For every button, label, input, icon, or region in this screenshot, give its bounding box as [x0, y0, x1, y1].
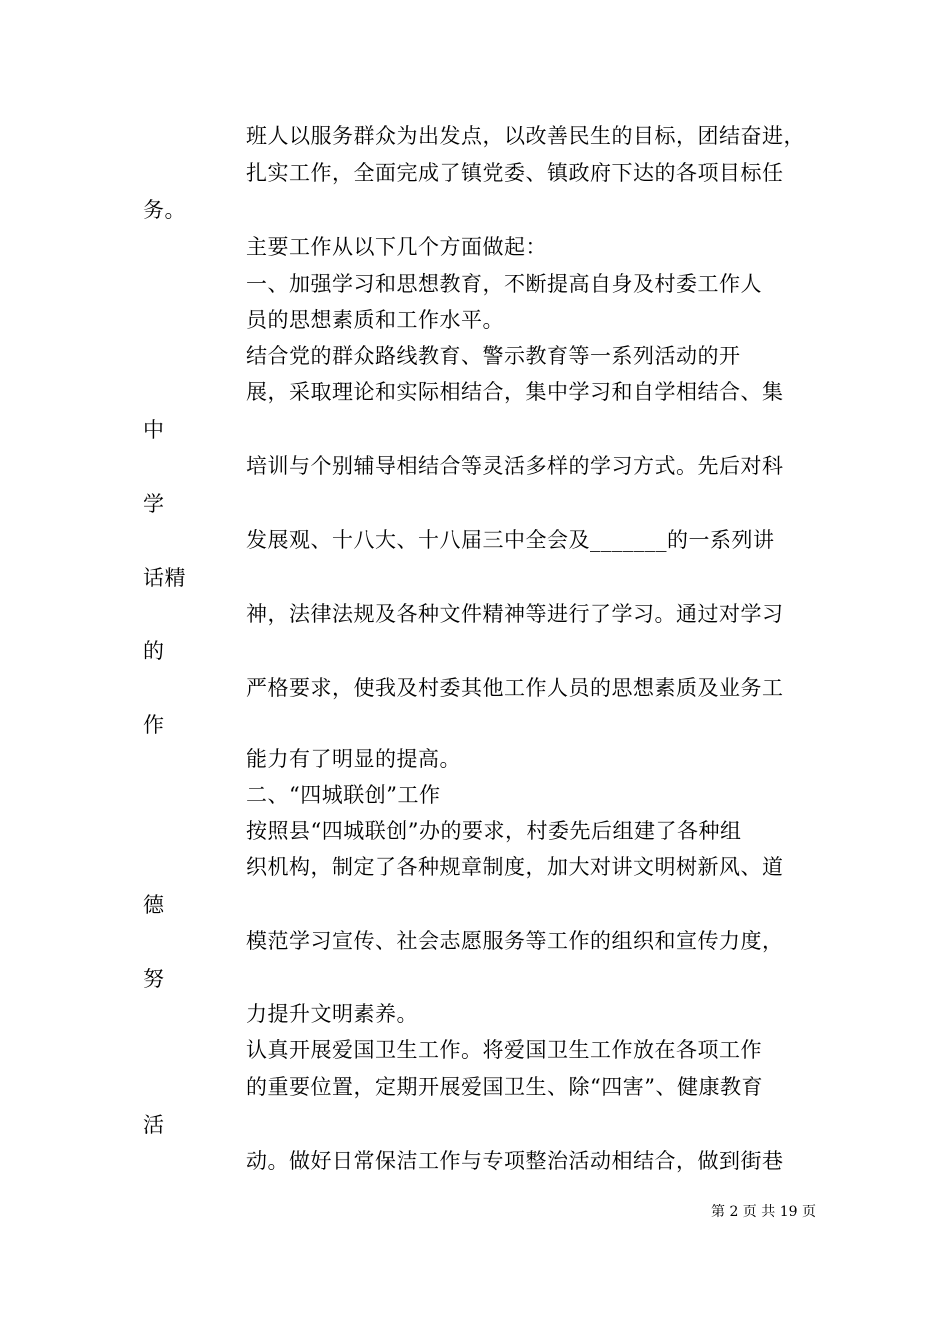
body-line-9: 中	[143, 418, 165, 442]
body-line-5: 一、加强学习和思想教育，不断提高自身及村委工作人	[246, 272, 762, 296]
body-line-25: 力提升文明素养。	[246, 1002, 418, 1026]
body-line-20: 按照县“四城联创”办的要求，村委先后组建了各种组	[246, 819, 742, 843]
body-line-17: 作	[143, 713, 165, 737]
body-line-19: 二、“四城联创”工作	[246, 783, 441, 807]
body-line-13: 话精	[143, 566, 186, 590]
body-line-21: 织机构，制定了各种规章制度，加大对讲文明树新风、道	[246, 855, 784, 879]
body-line-26: 认真开展爱国卫生工作。将爱国卫生工作放在各项工作	[246, 1038, 762, 1062]
body-line-15: 的	[143, 639, 165, 663]
body-line-16: 严格要求，使我及村委其他工作人员的思想素质及业务工	[246, 676, 784, 700]
body-line-3: 务。	[143, 198, 186, 222]
body-line-23: 模范学习宣传、社会志愿服务等工作的组织和宣传力度，	[246, 929, 784, 953]
page-number-footer: 第 2 页 共 19 页	[711, 1204, 816, 1220]
body-line-27: 的重要位置，定期开展爱国卫生、除“四害”、健康教育	[246, 1075, 763, 1099]
body-line-6: 员的思想素质和工作水平。	[246, 308, 504, 332]
body-line-1: 班人以服务群众为出发点，以改善民生的目标，团结奋进，	[246, 124, 805, 148]
body-line-4: 主要工作从以下几个方面做起：	[246, 235, 547, 259]
body-line-14: 神，法律法规及各种文件精神等进行了学习。通过对学习	[246, 602, 784, 626]
body-line-24: 努	[143, 967, 165, 991]
body-line-29: 动。做好日常保洁工作与专项整治活动相结合，做到街巷	[246, 1149, 784, 1173]
body-line-8: 展，采取理论和实际相结合，集中学习和自学相结合、集	[246, 380, 784, 404]
body-line-7: 结合党的群众路线教育、警示教育等一系列活动的开	[246, 344, 741, 368]
body-line-2: 扎实工作，全面完成了镇党委、镇政府下达的各项目标任	[246, 161, 784, 185]
body-line-28: 活	[143, 1113, 165, 1137]
body-line-11: 学	[143, 492, 165, 516]
body-line-12: 发展观、十八大、十八届三中全会及_______的一系列讲	[246, 528, 775, 552]
body-line-18: 能力有了明显的提高。	[246, 747, 461, 771]
body-line-22: 德	[143, 893, 165, 917]
body-line-10: 培训与个别辅导相结合等灵活多样的学习方式。先后对科	[246, 454, 784, 478]
